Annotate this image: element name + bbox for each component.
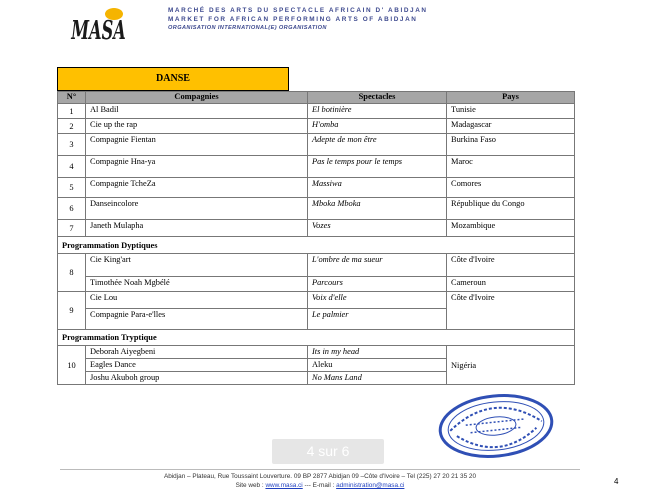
row-country: Nigéria — [447, 346, 575, 385]
row-num: 4 — [58, 156, 86, 178]
organisation-header — [168, 6, 428, 32]
row-show: Parcours — [308, 277, 447, 292]
table-row — [58, 346, 575, 359]
header-line-fr: MARCHÉ DES ARTS DU SPECTACLE AFRICAIN D' ABIDJAN — [168, 7, 428, 14]
row-num: 10 — [58, 346, 86, 385]
logo-text: MASA — [71, 16, 126, 44]
row-show: H'omba — [308, 119, 447, 134]
row-company: Cie Lou — [86, 292, 308, 309]
table-row — [58, 277, 575, 292]
page-indicator: 4 sur 6 — [272, 439, 384, 464]
table-row — [58, 198, 575, 220]
email-link[interactable]: administration@masa.ci — [336, 482, 405, 489]
row-company: Timothée Noah Mgbélé — [86, 277, 308, 292]
row-country: Mozambique — [447, 220, 575, 237]
footer-site-label: Site web : — [235, 482, 266, 489]
col-header-num: N° — [58, 92, 86, 104]
row-country: Burkina Faso — [447, 134, 575, 156]
row-show: Mboka Mboka — [308, 198, 447, 220]
row-company: Compagnie TcheZa — [86, 178, 308, 198]
row-show: Le palmier — [308, 309, 447, 330]
table-row — [58, 134, 575, 156]
table-row — [58, 156, 575, 178]
diptych-heading: Programmation Dyptiques — [58, 237, 575, 254]
row-num: 1 — [58, 104, 86, 119]
row-company: Compagnie Para-e'lles — [86, 309, 308, 330]
table-row — [58, 104, 575, 119]
row-num: 5 — [58, 178, 86, 198]
row-company: Compagnie Fientan — [86, 134, 308, 156]
official-stamp — [436, 392, 556, 460]
table-row — [58, 178, 575, 198]
website-link[interactable]: www.masa.ci — [265, 482, 303, 489]
row-show: Massiwa — [308, 178, 447, 198]
footer-contact — [60, 481, 580, 490]
row-company: Janeth Mulapha — [86, 220, 308, 237]
row-company: Joshu Akuboh group — [86, 372, 308, 385]
table-row — [58, 254, 575, 277]
row-num: 3 — [58, 134, 86, 156]
table-header-row — [58, 92, 575, 104]
row-show: Its in my head — [308, 346, 447, 359]
header-line-org: ORGANISATION INTERNATIONAL(E) ORGANISATION — [168, 25, 327, 31]
table-row — [58, 220, 575, 237]
col-header-country: Pays — [447, 92, 575, 104]
row-company: Compagnie Hna-ya — [86, 156, 308, 178]
subheading-row — [58, 330, 575, 346]
row-show: L'ombre de ma sueur — [308, 254, 447, 277]
footer-separator: --- E-mail : — [302, 482, 337, 489]
row-country: République du Congo — [447, 198, 575, 220]
row-show: Voix d'elle — [308, 292, 447, 309]
row-company: Eagles Dance — [86, 359, 308, 372]
row-show: Aleku — [308, 359, 447, 372]
row-company: Deborah Aiyegbeni — [86, 346, 308, 359]
row-num: 9 — [58, 292, 86, 330]
row-country: Tunisie — [447, 104, 575, 119]
triptych-heading: Programmation Tryptique — [58, 330, 575, 346]
row-show: Adepte de mon être — [308, 134, 447, 156]
row-show: No Mans Land — [308, 372, 447, 385]
row-company: Cie up the rap — [86, 119, 308, 134]
footer — [60, 469, 580, 490]
page-number: 4 — [614, 477, 619, 486]
programme-table — [57, 91, 575, 385]
col-header-shows: Spectacles — [308, 92, 447, 104]
row-company: Al Badil — [86, 104, 308, 119]
row-num: 6 — [58, 198, 86, 220]
table-row — [58, 292, 575, 309]
row-country: Cameroun — [447, 277, 575, 292]
row-company: Danseincolore — [86, 198, 308, 220]
masa-logo — [70, 6, 132, 44]
footer-address: Abidjan – Plateau, Rue Toussaint Louverture. 09 BP 2877 Abidjan 09 –Côte d'Ivoire – Tel (225) 27 20 21 35 20 — [163, 473, 477, 480]
row-num: 8 — [58, 254, 86, 292]
table-row — [58, 119, 575, 134]
section-title-danse: DANSE — [57, 67, 289, 91]
header-line-en: MARKET FOR AFRICAN PERFORMING ARTS OF ABIDJAN — [168, 16, 418, 23]
row-num: 2 — [58, 119, 86, 134]
row-country: Madagascar — [447, 119, 575, 134]
row-country: Côte d'Ivoire — [447, 292, 575, 330]
subheading-row — [58, 237, 575, 254]
row-num: 7 — [58, 220, 86, 237]
row-country: Comores — [447, 178, 575, 198]
row-country: Côte d'Ivoire — [447, 254, 575, 277]
row-country: Maroc — [447, 156, 575, 178]
row-show: Pas le temps pour le temps — [308, 156, 447, 178]
col-header-companies: Compagnies — [86, 92, 308, 104]
row-company: Cie King'art — [86, 254, 308, 277]
row-show: El botinière — [308, 104, 447, 119]
row-show: Vozes — [308, 220, 447, 237]
